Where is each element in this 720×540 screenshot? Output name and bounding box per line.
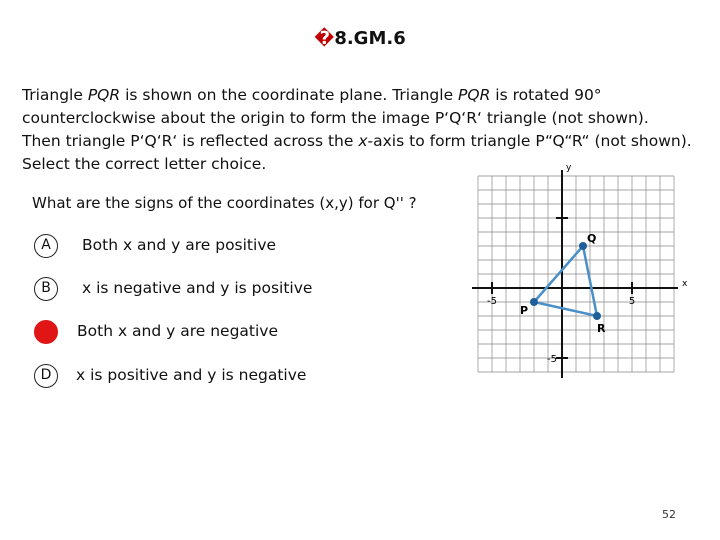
- page-number: 52: [662, 508, 676, 521]
- choice-d-text: x is positive and y is negative: [76, 366, 307, 384]
- vertex-p-label: P: [520, 304, 529, 317]
- choice-c-text: Both x and y are negative: [77, 322, 279, 340]
- tick-label-y-neg: -5: [547, 354, 557, 365]
- grid-lines: [478, 176, 674, 372]
- problem-line-4: Select the correct letter choice.: [22, 155, 267, 173]
- problem-statement: [22, 84, 692, 176]
- question-text: What are the signs of the coordinates (x,y) for Q'' ?: [32, 194, 417, 212]
- x-axis-label: x: [682, 279, 688, 289]
- choice-b-text: x is negative and y is positive: [82, 279, 313, 297]
- vertex-p-point: [530, 298, 538, 306]
- vertex-q-label: Q: [587, 232, 597, 245]
- missing-glyph-icon: �: [314, 28, 335, 49]
- problem-line-2: counterclockwise about the origin to form the image P‘Q‘R‘ triangle (not shown).: [22, 109, 649, 127]
- choice-a-bubble[interactable]: A: [34, 234, 58, 258]
- choice-c-bubble[interactable]: [34, 320, 58, 344]
- coordinate-plane: [462, 163, 702, 390]
- vertex-q-point: [579, 242, 587, 250]
- standard-code: 8.GM.6: [334, 28, 406, 49]
- y-axis-label: y: [566, 163, 572, 173]
- choice-a-text: Both x and y are positive: [82, 236, 277, 254]
- problem-line-1: Triangle PQR is shown on the coordinate plane. Triangle PQR is rotated 90°: [22, 86, 602, 104]
- vertex-r-label: R: [597, 322, 606, 335]
- choice-b-bubble[interactable]: B: [34, 277, 58, 301]
- triangle-pqr: [534, 246, 597, 316]
- tick-label-x-pos: 5: [628, 296, 636, 307]
- page-title: [0, 28, 720, 49]
- problem-line-3: Then triangle P‘Q‘R‘ is reflected across the x-axis to form triangle P“Q“R“ (not shown).: [22, 132, 692, 150]
- tick-label-x-neg: -5: [487, 296, 497, 307]
- vertex-r-point: [593, 312, 601, 320]
- choice-d-bubble[interactable]: D: [34, 364, 58, 388]
